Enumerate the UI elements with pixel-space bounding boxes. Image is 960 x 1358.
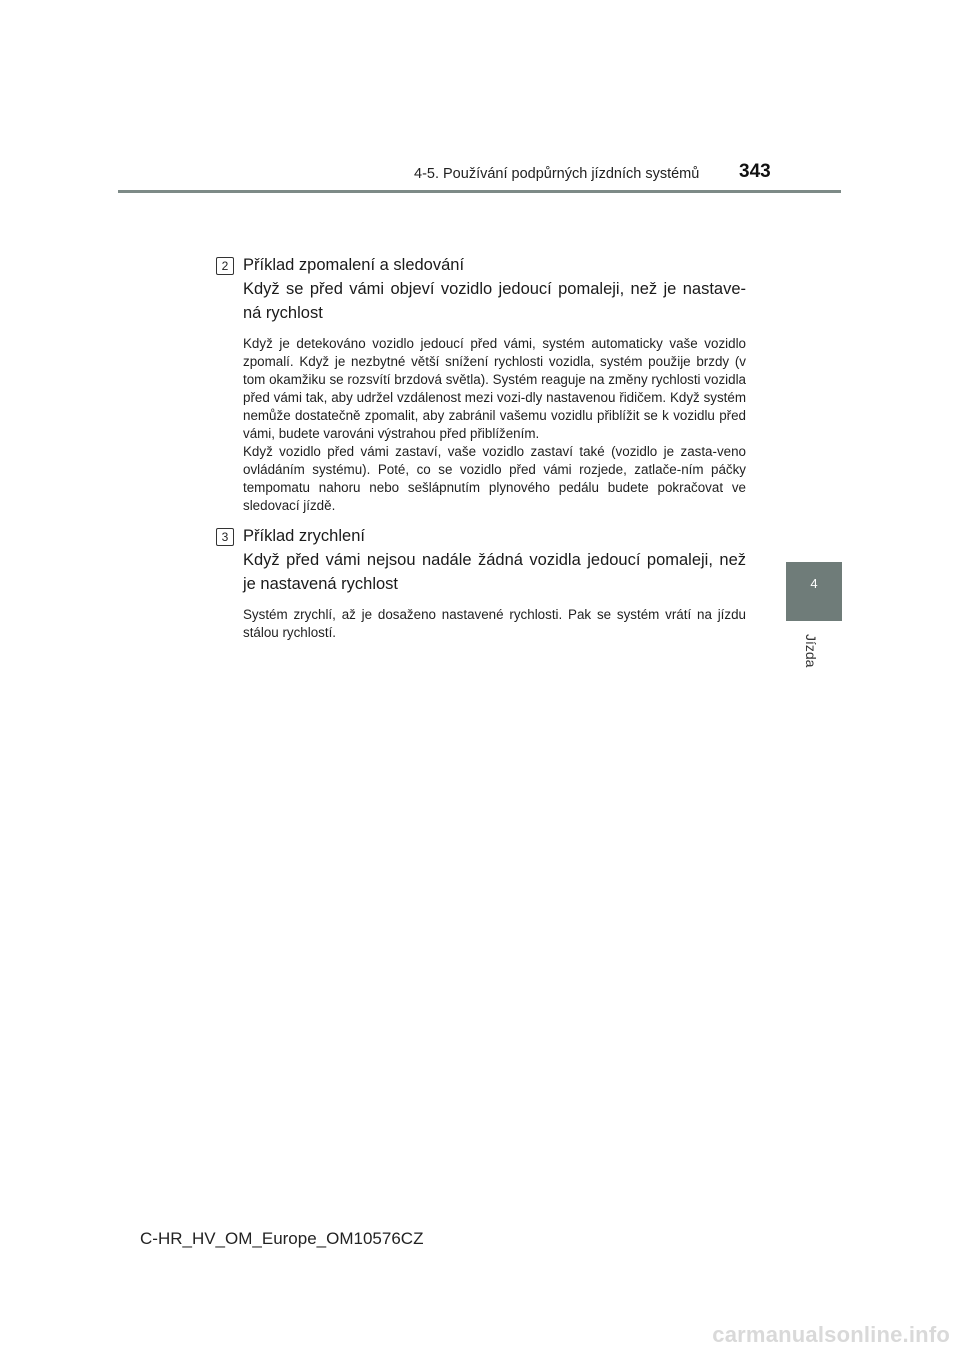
page-number: 343	[739, 161, 771, 182]
chapter-label: Jízda	[803, 634, 819, 668]
watermark: carmanualsonline.info	[712, 1322, 950, 1347]
section-title: 4-5. Používání podpůrných jízdních systémů	[414, 166, 700, 182]
body-paragraph: Systém zrychlí, až je dosaženo nastavené rychlosti. Pak se systém vrátí na jízdu stálou rychlostí.	[243, 607, 746, 640]
body-paragraph: Když vozidlo před vámi zastaví, vaše vozidlo zastaví také (vozidlo je zasta-veno ovládáním systému). Poté, co se vozidlo před vámi rozjede, zatlače-ním páčky tempomatu nahoru nebo sešlápnutím plynového pedálu budete pokračovat ve sledovací jízdě.	[243, 444, 746, 513]
item-subtitle: Když se před vámi objeví vozidlo jedoucí pomaleji, než je nastave-ná rychlost	[243, 280, 746, 322]
chapter-number: 4	[810, 576, 818, 591]
step-marker-icon: 2	[216, 257, 234, 275]
item-body	[243, 335, 746, 515]
body-paragraph: Když je detekováno vozidlo jedoucí před vámi, systém automaticky vaše vozidlo zpomalí. Když je nezbytné větší snížení rychlosti vozidla, systém použije brzdy (v tom okamžiku se rozsvítí brzdová světla). Systém reaguje na změny rychlosti vozidla před vámi tak, aby udržel vzdálenost mezi vozi-dly nastavenou řidičem. Když systém nemůže dostatečně zpomalit, aby zabránil vašemu vozidlu přiblížit se k vozidlu před vámi, budete varováni výstrahou před přiblížením.	[243, 336, 746, 441]
item-subtitle: Když před vámi nejsou nadále žádná vozidla jedoucí pomaleji, než je nastavená rychlost	[243, 551, 746, 593]
example-item-acceleration	[216, 524, 746, 642]
example-item-deceleration	[216, 253, 746, 515]
item-body	[243, 606, 746, 642]
document-code: C-HR_HV_OM_Europe_OM10576CZ	[140, 1229, 424, 1248]
header-divider	[118, 190, 841, 193]
item-title: Příklad zrychlení	[243, 527, 365, 545]
step-marker-icon: 3	[216, 528, 234, 546]
chapter-tab[interactable]	[786, 562, 842, 621]
item-title: Příklad zpomalení a sledování	[243, 256, 465, 274]
